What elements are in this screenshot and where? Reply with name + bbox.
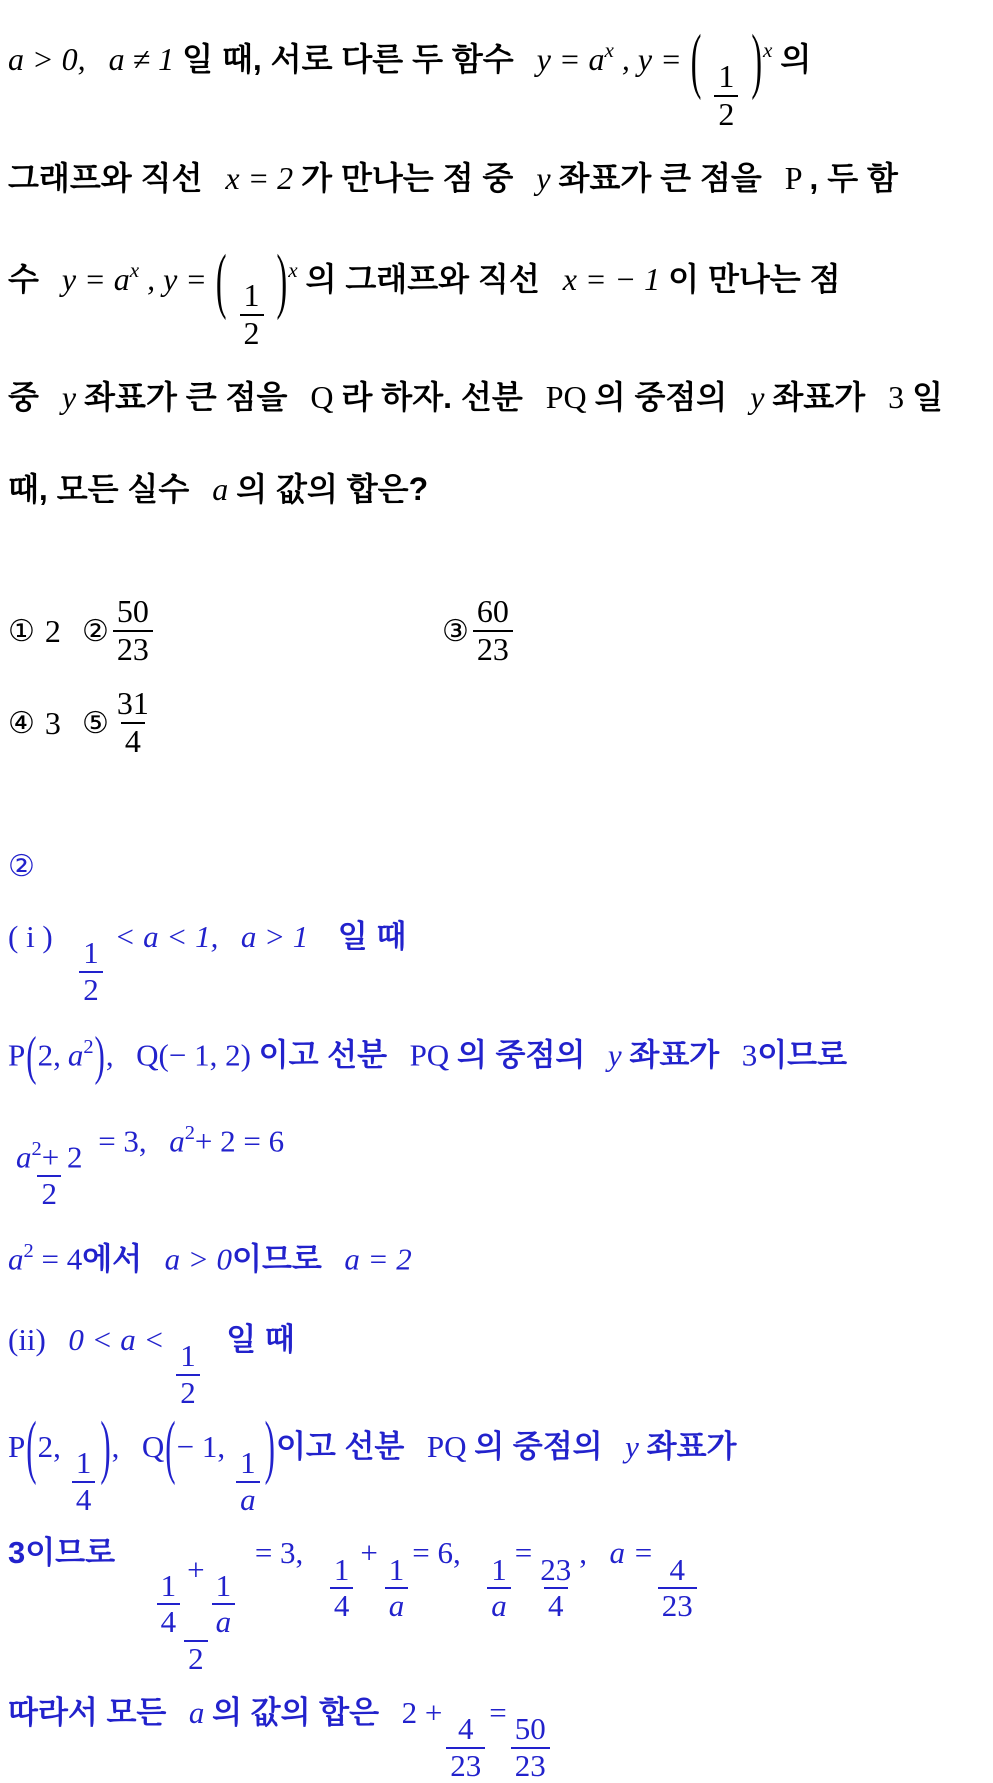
- sol3-fraction: [12, 1139, 86, 1211]
- sol6-text-1: 이고 선분: [275, 1428, 405, 1464]
- solution-line-7: [8, 1516, 985, 1676]
- choice-5-mark: ⑤: [82, 706, 109, 740]
- choice-2[interactable]: [82, 595, 442, 667]
- sol8-eq: =: [489, 1695, 507, 1731]
- q2-point-p: P: [784, 159, 802, 196]
- q3-exp-x: x: [129, 257, 140, 282]
- q1-exp-x: x: [604, 38, 614, 62]
- solution-case-2-condition: [8, 1300, 985, 1410]
- choice-4-mark: ④: [8, 706, 35, 740]
- sol6-q-paren-close: ): [264, 1405, 275, 1486]
- choice-3-mark: ③: [442, 614, 469, 648]
- q2-x-eq-2: x = 2: [225, 159, 294, 196]
- sol2-pq: PQ: [409, 1037, 450, 1073]
- solution-line-8: [8, 1676, 985, 1783]
- choice-5-fraction: [113, 687, 153, 759]
- q4-segment-pq: PQ: [545, 379, 587, 416]
- sol7-num: [149, 1551, 243, 1641]
- sol7-f3-num: 1: [491, 1551, 507, 1587]
- q4-text-5: 좌표가: [772, 379, 866, 416]
- q1-frac-num: 1: [718, 57, 735, 94]
- q1-a-gt-0: a > 0,: [8, 41, 86, 78]
- sol2-q: Q: [136, 1037, 159, 1073]
- sol8-text-1: 따라서 모든: [8, 1695, 167, 1731]
- sol7-num-f2-num: 1: [215, 1567, 232, 1603]
- sol7-f3: [487, 1551, 511, 1624]
- solution-block: [0, 837, 993, 1783]
- q4-y-2: y: [750, 379, 765, 416]
- case-1-cond-b: a > 1: [240, 919, 309, 955]
- case-1-frac-num: 1: [83, 935, 99, 971]
- q4-text-3: 라 하자. 선분: [341, 379, 523, 416]
- q1-fraction-half: [714, 57, 738, 132]
- sol3-num-b: + 2: [41, 1139, 83, 1175]
- sol6-pq: PQ: [426, 1428, 467, 1464]
- sol8-f2-den: 23: [511, 1747, 550, 1783]
- sol7-num-f1: [157, 1567, 181, 1640]
- case-1-frac-den: 2: [79, 971, 103, 1007]
- question-line-5: [8, 443, 985, 535]
- sol8-a: a: [188, 1695, 205, 1731]
- sol6-y: y: [625, 1428, 639, 1464]
- choice-3[interactable]: [442, 595, 517, 667]
- q4-y: y: [61, 379, 77, 416]
- q3-paren-close: ): [276, 237, 288, 321]
- sol7-lead: 3이므로: [8, 1535, 116, 1571]
- sol6-q-fraction: [236, 1444, 260, 1517]
- case-2-frac-den: 2: [176, 1374, 200, 1410]
- q3-fraction-half: [240, 279, 264, 351]
- q1-frac-den: 2: [714, 95, 738, 132]
- question-line-4: [8, 351, 985, 443]
- sol7-f5: [658, 1551, 697, 1624]
- q3-y-eq-ax: y = a: [61, 260, 130, 297]
- q2-y: y: [536, 159, 551, 196]
- case-1-label: ( i ): [8, 919, 53, 955]
- sol3-frac-num: [12, 1139, 86, 1176]
- sol7-eq1: = 3,: [254, 1535, 304, 1571]
- case-2-cond-text: 일 때: [226, 1321, 295, 1357]
- choice-row-1: [8, 585, 985, 677]
- sol4-sup: 2: [23, 1240, 34, 1263]
- sol3-num-sup: 2: [31, 1137, 42, 1160]
- choice-list: [0, 585, 993, 769]
- q3-paren-open: (: [215, 237, 227, 321]
- sol3-frac-den: 2: [37, 1175, 61, 1211]
- q4-text-1: 중: [8, 379, 39, 416]
- sol8-f2: [511, 1713, 550, 1783]
- sol6-q-num: 1: [240, 1444, 256, 1480]
- sol7-f5-num: 4: [669, 1551, 685, 1587]
- sol7-f1-den: 4: [330, 1587, 354, 1623]
- sol6-p-num: 1: [75, 1444, 92, 1480]
- sol2-text-2: 의 중점의: [456, 1037, 586, 1073]
- sol6-comma: ,: [111, 1428, 120, 1464]
- sol7-comma: ,: [579, 1535, 588, 1571]
- sol4-eq4: = 4: [41, 1241, 83, 1277]
- question-line-2: [8, 132, 985, 224]
- sol7-eq2: = 6,: [412, 1535, 461, 1571]
- q3-text-3: 이 만나는 점: [668, 260, 841, 297]
- answer-mark: ②: [8, 850, 35, 884]
- sol8-f1: [446, 1713, 485, 1783]
- q4-text-6: 일: [912, 379, 944, 416]
- sol3-eq: = 3,: [98, 1123, 147, 1159]
- choice-3-fraction: [473, 595, 513, 667]
- choice-4-value: 3: [44, 704, 61, 741]
- sol7-num-plus: +: [187, 1551, 205, 1587]
- sol7-eq4: a =: [609, 1535, 654, 1571]
- sol4-a: a: [8, 1241, 24, 1277]
- sol7-f2-num: 1: [388, 1551, 405, 1587]
- sol7-num-f2: [212, 1567, 236, 1640]
- choice-5-den: 4: [121, 722, 145, 759]
- sol6-p-x: 2,: [37, 1428, 61, 1464]
- sol2-paren-close: ): [94, 1024, 105, 1086]
- sol8-f1-num: 4: [458, 1711, 474, 1747]
- sol2-text-3: 좌표가: [629, 1037, 720, 1073]
- sol7-f1: [330, 1551, 354, 1624]
- sol6-q-x: − 1,: [176, 1428, 226, 1464]
- q1-text-2: 의: [780, 41, 812, 78]
- choice-1-value: 2: [44, 612, 61, 649]
- sol7-num-f2-den: a: [212, 1603, 236, 1639]
- sol3-num-a: a: [16, 1139, 32, 1175]
- solution-line-3: [8, 1096, 985, 1212]
- sol7-f1-num: 1: [333, 1551, 350, 1587]
- choice-row-2: [8, 677, 985, 769]
- sol2-comma: ,: [105, 1037, 114, 1073]
- case-2-cond-a: 0 < a <: [68, 1321, 165, 1357]
- q3-x-eq-minus1: x = − 1: [562, 260, 661, 297]
- question-line-1: [8, 4, 985, 132]
- case-2-fraction-half: [176, 1337, 200, 1410]
- question-text: [0, 0, 993, 535]
- solution-line-2: [8, 1007, 985, 1096]
- solution-case-1-condition: [8, 897, 985, 1007]
- sol8-expr: 2 +: [401, 1695, 443, 1731]
- q3-frac-den: 2: [240, 314, 264, 351]
- q4-text-4: 의 중점의: [594, 379, 728, 416]
- q3-frac-num: 1: [243, 277, 260, 314]
- sol2-text-4: 이므로: [757, 1037, 848, 1073]
- choice-2-fraction: [113, 595, 153, 667]
- sol7-num-f1-den: 4: [157, 1603, 181, 1639]
- sol3-b-rest: + 2 = 6: [194, 1123, 285, 1159]
- sol4-text-1: 에서: [82, 1241, 143, 1277]
- question-line-3: [8, 224, 985, 352]
- q3-paren-exp: x: [288, 257, 298, 282]
- q2-text-3: 좌표가 큰 점을: [558, 159, 762, 196]
- sol2-q-coords: (− 1, 2): [158, 1037, 251, 1073]
- sol7-f4-num: 23: [540, 1551, 572, 1587]
- sol7-compound-fraction: [149, 1551, 243, 1677]
- sol7-f2-den: a: [385, 1587, 409, 1623]
- q5-text-2: 의 값의 합은?: [236, 471, 429, 508]
- q3-y-eq: , y =: [147, 260, 207, 297]
- choice-4[interactable]: [8, 705, 82, 742]
- sol2-p-y-exp: 2: [83, 1035, 94, 1058]
- q1-text-1: 일 때, 서로 다른 두 함수: [182, 41, 514, 78]
- sol7-f5-den: 23: [658, 1587, 697, 1623]
- sol6-p-fraction: [72, 1444, 96, 1517]
- q4-value-3: 3: [888, 379, 905, 416]
- sol8-f2-num: 50: [514, 1711, 546, 1747]
- q2-text-2: 가 만나는 점 중: [301, 159, 514, 196]
- q1-y-eq: , y =: [621, 41, 682, 78]
- sol7-den: 2: [184, 1640, 208, 1676]
- q2-text-1: 그래프와 직선: [8, 159, 203, 196]
- sol7-f4: [536, 1551, 575, 1624]
- sol6-p: P: [8, 1428, 26, 1464]
- case-1-cond-a: < a < 1,: [114, 919, 219, 955]
- q5-text-1: 때, 모든 실수: [8, 471, 190, 508]
- q4-point-q: Q: [310, 379, 334, 416]
- sol2-p: P: [8, 1037, 26, 1073]
- q1-paren-close: ): [751, 17, 762, 101]
- sol8-f1-den: 23: [446, 1747, 485, 1783]
- case-2-label: (ii): [8, 1321, 46, 1357]
- q1-paren-open: (: [690, 17, 702, 101]
- solution-line-4: [8, 1211, 985, 1300]
- choice-1-mark: ①: [8, 614, 35, 648]
- sol3-b-a: a: [169, 1123, 185, 1159]
- sol2-y: y: [607, 1037, 622, 1073]
- solution-line-6: [8, 1405, 985, 1517]
- choice-3-num: 60: [476, 593, 509, 630]
- sol7-plus: +: [360, 1535, 378, 1571]
- choice-2-den: 23: [113, 630, 153, 667]
- sol2-p-x: 2,: [37, 1037, 61, 1073]
- case-1-cond-text: 일 때: [337, 919, 407, 955]
- q1-a-neq-1: a ≠ 1: [108, 41, 175, 78]
- sol2-paren-open: (: [26, 1024, 37, 1086]
- choice-3-den: 23: [473, 630, 513, 667]
- sol3-b-sup: 2: [184, 1121, 195, 1144]
- sol4-text-2: 이므로: [232, 1241, 322, 1277]
- sol2-text-1: 이고 선분: [258, 1037, 388, 1073]
- sol7-num-f1-num: 1: [160, 1567, 177, 1603]
- sol6-q: Q: [141, 1428, 165, 1464]
- sol7-f2: [385, 1551, 409, 1624]
- sol6-p-paren-close: ): [100, 1405, 111, 1486]
- case-2-frac-num: 1: [180, 1337, 196, 1373]
- q1-y-eq-ax: y = a: [536, 41, 605, 78]
- sol6-q-den: a: [236, 1481, 260, 1517]
- sol4-a-eq-2: a = 2: [344, 1241, 412, 1277]
- sol6-text-2: 의 중점의: [474, 1428, 603, 1464]
- choice-1[interactable]: [8, 613, 82, 650]
- choice-5[interactable]: [82, 687, 157, 759]
- sol4-a-gt-0: a > 0: [164, 1241, 233, 1277]
- choice-2-num: 50: [116, 593, 149, 630]
- q3-text-1: 수: [8, 260, 39, 297]
- sol2-value-3: 3: [741, 1037, 758, 1073]
- sol8-text-2: 의 값의 합은: [212, 1695, 380, 1731]
- sol6-text-3: 좌표가: [646, 1428, 737, 1464]
- sol7-f3-den: a: [487, 1587, 511, 1623]
- choice-2-mark: ②: [82, 614, 109, 648]
- sol6-q-paren-open: (: [165, 1405, 176, 1486]
- q2-text-4: , 두 함: [809, 159, 898, 196]
- sol7-eq3: =: [514, 1535, 533, 1571]
- q5-a: a: [212, 471, 229, 508]
- q1-paren-exp: x: [763, 38, 773, 62]
- q4-text-2: 좌표가 큰 점을: [84, 379, 288, 416]
- sol6-p-paren-open: (: [26, 1405, 37, 1486]
- sol6-p-den: 4: [72, 1481, 96, 1517]
- sol2-p-y: a: [67, 1037, 84, 1073]
- choice-5-num: 31: [116, 685, 149, 722]
- q3-text-2: 의 그래프와 직선: [305, 260, 540, 297]
- sol7-f4-den: 4: [544, 1587, 568, 1623]
